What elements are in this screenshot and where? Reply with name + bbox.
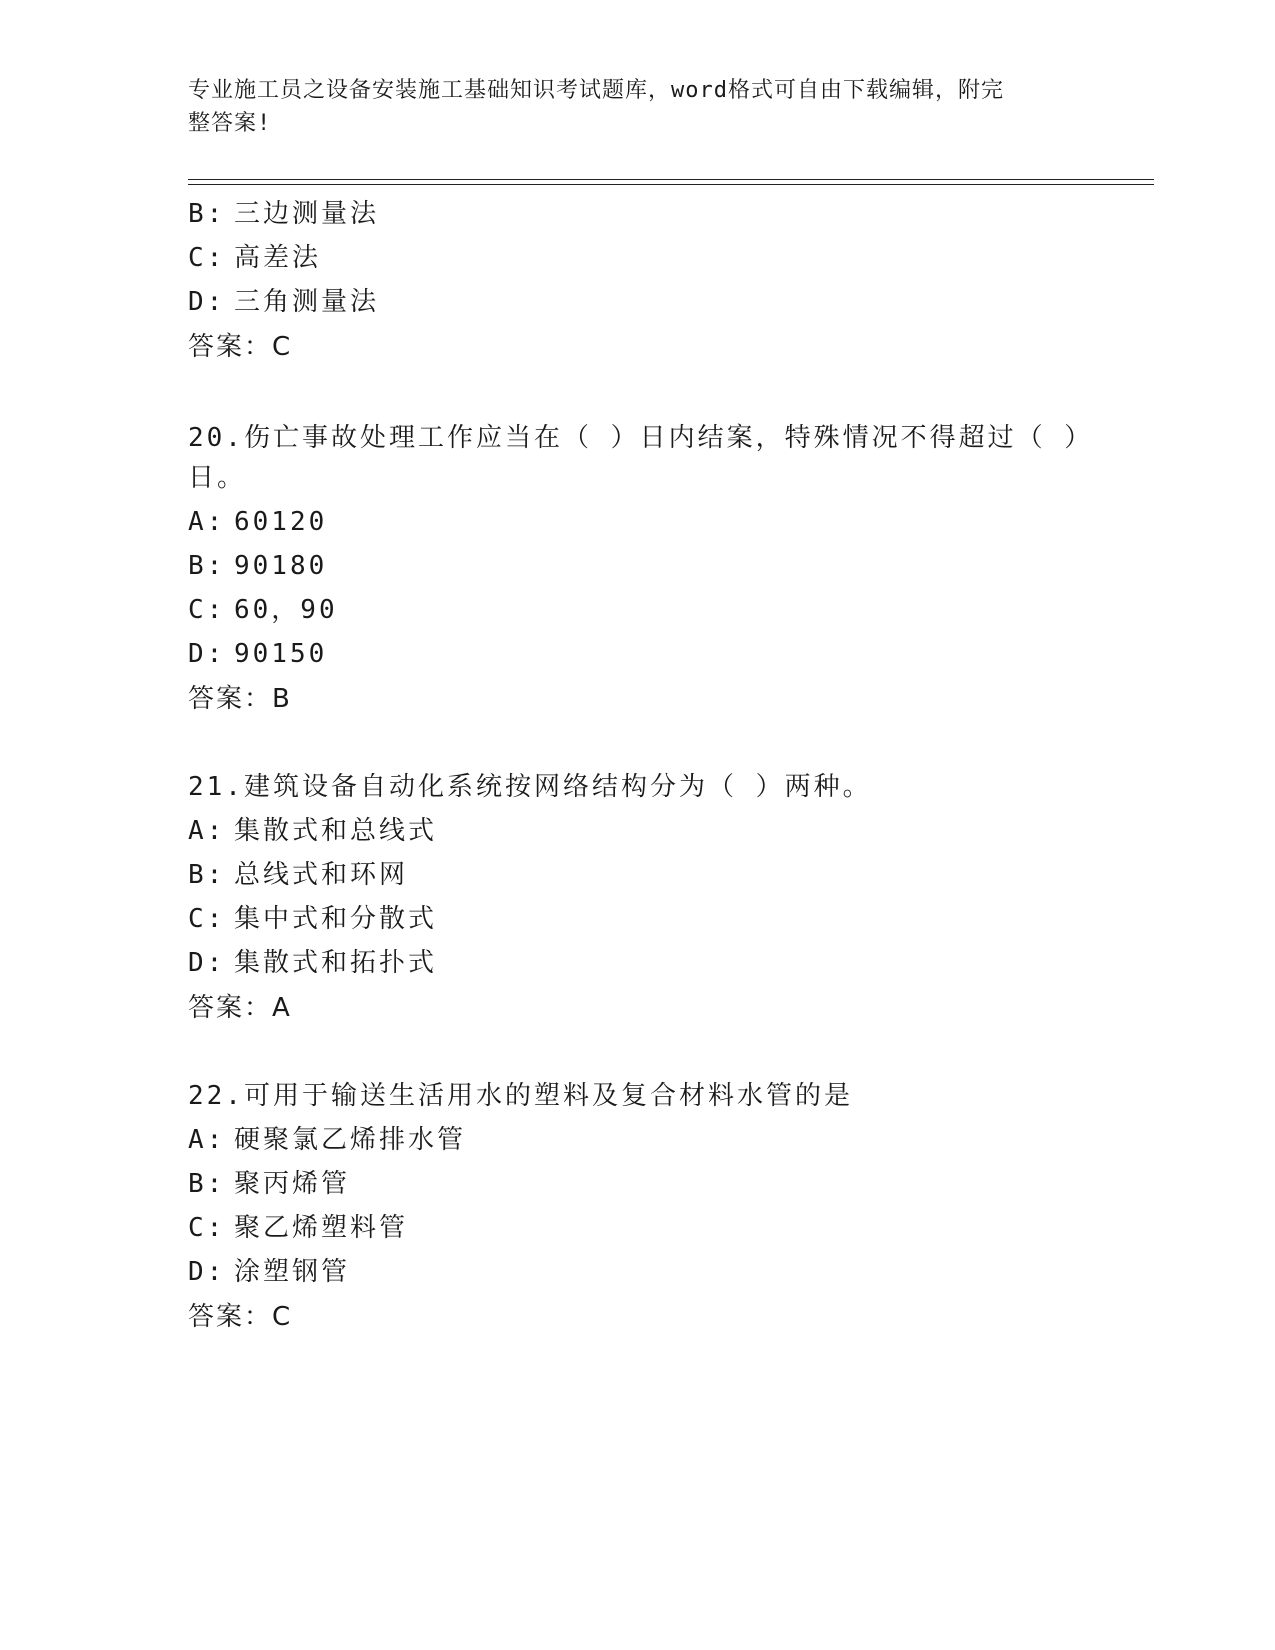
option-text: 集散式和拓扑式 xyxy=(234,948,438,978)
option-text: 集中式和分散式 xyxy=(234,904,438,934)
option-label: B: xyxy=(188,551,226,581)
option-b xyxy=(188,548,327,584)
option-c xyxy=(188,901,437,937)
option-text: 60，90 xyxy=(234,595,338,625)
option-text: 三角测量法 xyxy=(234,287,380,317)
option-text: 聚丙烯管 xyxy=(234,1169,351,1199)
option-label: B: xyxy=(188,1169,226,1199)
option-text: 三边测量法 xyxy=(234,199,380,229)
option-label: D: xyxy=(188,948,226,978)
answer-line: 答案：A xyxy=(188,993,292,1023)
option-text: 总线式和环网 xyxy=(234,860,409,890)
option-label: A: xyxy=(188,816,226,846)
option-a xyxy=(188,504,327,540)
option-label: C: xyxy=(188,595,226,625)
option-label: B: xyxy=(188,860,226,890)
question-stem: 21.建筑设备自动化系统按网络结构分为（ ）两种。 xyxy=(188,772,872,802)
option-b xyxy=(188,1166,350,1202)
header-line-1: 专业施工员之设备安装施工基础知识考试题库，word格式可自由下载编辑，附完 xyxy=(188,78,1004,103)
question-stem: 22.可用于输送生活用水的塑料及复合材料水管的是 xyxy=(188,1081,853,1111)
option-text: 90180 xyxy=(234,551,328,581)
option-b xyxy=(188,196,379,232)
option-a xyxy=(188,813,437,849)
option-label: D: xyxy=(188,639,226,669)
option-b xyxy=(188,857,408,893)
option-text: 集散式和总线式 xyxy=(234,816,438,846)
option-label: C: xyxy=(188,243,226,273)
option-d xyxy=(188,636,327,672)
option-text: 聚乙烯塑料管 xyxy=(234,1213,409,1243)
answer-line: 答案：C xyxy=(188,1302,293,1332)
option-text: 60120 xyxy=(234,507,328,537)
option-label: C: xyxy=(188,1213,226,1243)
option-label: A: xyxy=(188,507,226,537)
question-stem-continued: 日。 xyxy=(188,463,247,493)
option-label: B: xyxy=(188,199,226,229)
question-stem: 20.伤亡事故处理工作应当在（ ）日内结案，特殊情况不得超过（ ） xyxy=(188,423,1094,453)
option-c xyxy=(188,1210,408,1246)
option-text: 90150 xyxy=(234,639,328,669)
header-line-2: 整答案! xyxy=(188,111,272,136)
option-text: 涂塑钢管 xyxy=(234,1257,351,1287)
answer-line: 答案：C xyxy=(188,332,293,362)
option-d xyxy=(188,284,379,320)
option-d xyxy=(188,945,437,981)
option-d xyxy=(188,1254,350,1290)
option-text: 高差法 xyxy=(234,243,322,273)
option-label: C: xyxy=(188,904,226,934)
option-label: D: xyxy=(188,1257,226,1287)
answer-line: 答案：B xyxy=(188,684,292,714)
option-label: D: xyxy=(188,287,226,317)
header-rule-top xyxy=(188,179,1154,180)
option-c xyxy=(188,240,321,276)
option-c xyxy=(188,592,338,628)
document-header xyxy=(188,74,1088,140)
option-a xyxy=(188,1122,466,1158)
option-text: 硬聚氯乙烯排水管 xyxy=(234,1125,467,1155)
option-label: A: xyxy=(188,1125,226,1155)
header-rule-bottom xyxy=(188,184,1154,185)
